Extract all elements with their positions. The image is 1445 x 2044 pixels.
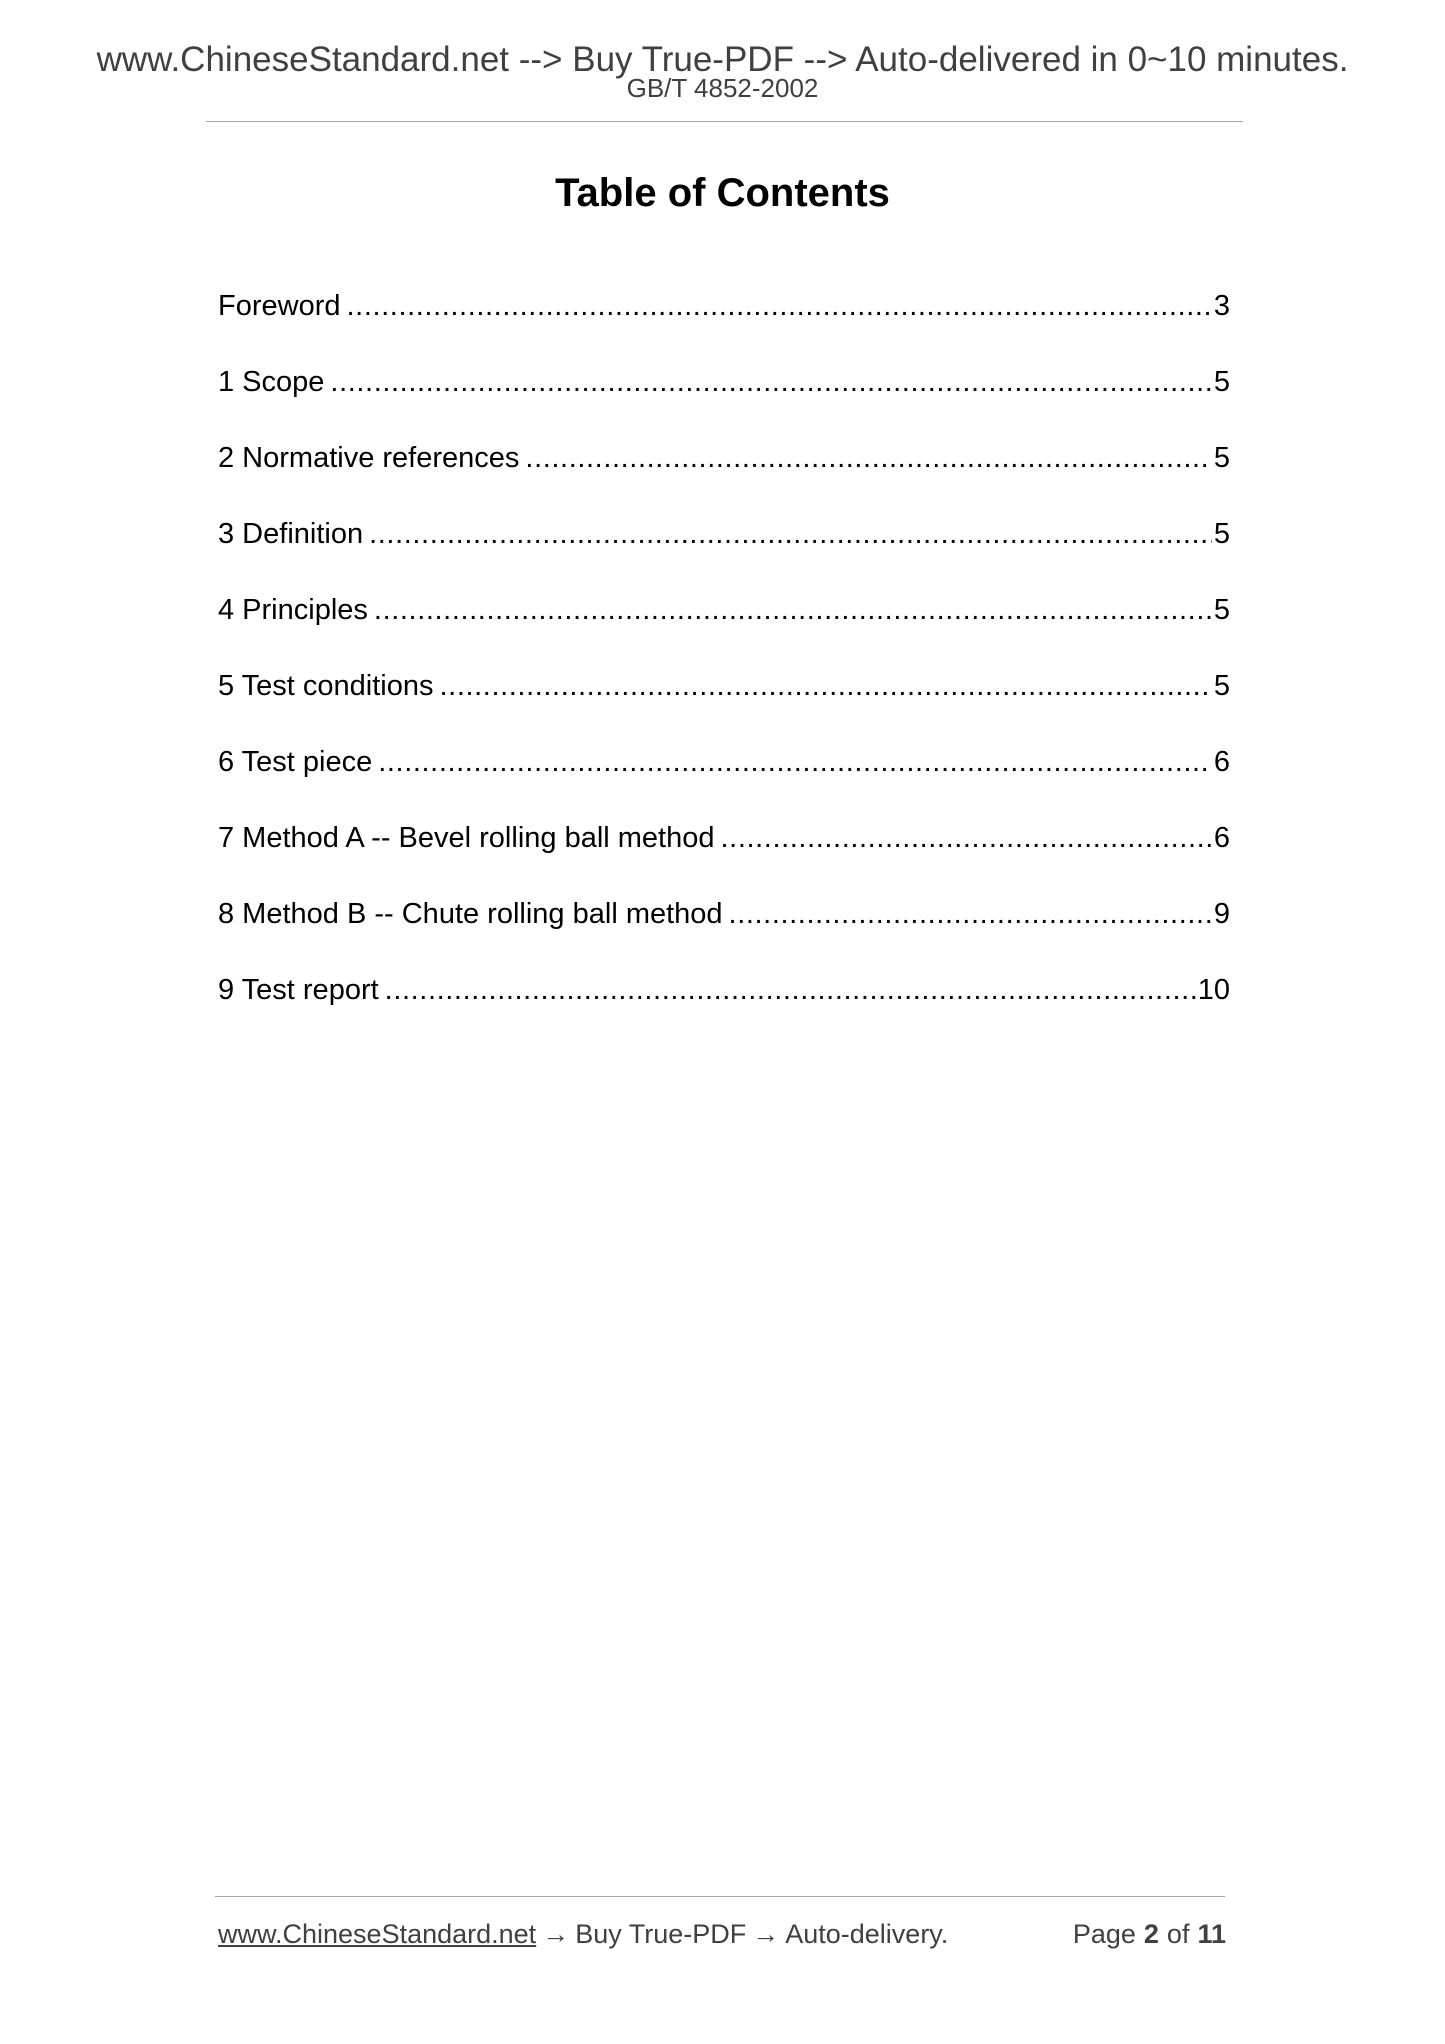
dot-leader: [369, 514, 1212, 554]
dot-leader: [374, 590, 1212, 630]
toc-entry-page: 5: [1213, 518, 1230, 550]
toc-entry-label: 9 Test report: [218, 974, 379, 1006]
toc-entry-label: 4 Principles: [218, 594, 368, 626]
toc-entry-label: 1 Scope: [218, 366, 325, 398]
footer-promo: [218, 1914, 948, 1954]
toc-entry-page: 6: [1213, 822, 1230, 854]
toc-entry-method-a[interactable]: [218, 818, 1230, 894]
toc-entry-test-report[interactable]: [218, 970, 1230, 1046]
toc-entry-foreword[interactable]: [218, 286, 1230, 362]
toc-entry-scope[interactable]: [218, 362, 1230, 438]
toc-entry-page: 5: [1213, 442, 1230, 474]
dot-leader: [729, 894, 1212, 934]
standard-code: GB/T 4852-2002: [626, 73, 819, 103]
toc-entry-page: 5: [1213, 594, 1230, 626]
toc-entry-normative-references[interactable]: [218, 438, 1230, 514]
arrow-right-icon: →: [752, 1919, 780, 1949]
toc-entry-label: 6 Test piece: [218, 746, 373, 778]
toc-title: Table of Contents: [555, 171, 890, 215]
toc-entry-page: 9: [1213, 898, 1230, 930]
dot-leader: [525, 438, 1211, 478]
total-pages-number: 11: [1197, 1919, 1226, 1949]
promo-banner: www.ChineseStandard.net --> Buy True-PDF --> Auto-delivered in 0~10 minutes.: [96, 40, 1349, 79]
arrow-right-icon: →: [542, 1919, 570, 1949]
buy-text: Buy True-PDF: [575, 1919, 747, 1949]
toc-entry-label: Foreword: [218, 290, 341, 322]
toc-entry-method-b[interactable]: [218, 894, 1230, 970]
dot-leader: [721, 818, 1212, 858]
dot-leader: [378, 742, 1212, 782]
toc-list: [218, 286, 1230, 1046]
toc-entry-definition[interactable]: [218, 514, 1230, 590]
footer-divider: [215, 1896, 1225, 1897]
page-footer: [218, 1914, 1228, 1954]
toc-entry-label: 5 Test conditions: [218, 670, 434, 702]
dot-leader: [385, 970, 1196, 1010]
of-word: of: [1166, 1919, 1190, 1949]
toc-entry-label: 3 Definition: [218, 518, 364, 550]
dot-leader: [347, 286, 1212, 326]
delivery-text: Auto-delivery.: [785, 1919, 949, 1949]
toc-entry-label: 8 Method B -- Chute rolling ball method: [218, 898, 723, 930]
toc-entry-label: 7 Method A -- Bevel rolling ball method: [218, 822, 715, 854]
dot-leader: [440, 666, 1212, 706]
toc-entry-page: 5: [1213, 366, 1230, 398]
toc-entry-page: 10: [1197, 974, 1230, 1006]
header-divider: [206, 121, 1243, 122]
toc-entry-test-conditions[interactable]: [218, 666, 1230, 742]
page-word: Page: [1072, 1919, 1136, 1949]
toc-entry-page: 5: [1213, 670, 1230, 702]
toc-entry-page: 6: [1213, 746, 1230, 778]
current-page-number: 2: [1143, 1919, 1159, 1949]
site-link[interactable]: www.ChineseStandard.net: [218, 1919, 537, 1949]
dot-leader: [330, 362, 1211, 402]
page-indicator: [1073, 1914, 1226, 1954]
toc-entry-principles[interactable]: [218, 590, 1230, 666]
toc-entry-page: 3: [1213, 290, 1230, 322]
toc-entry-test-piece[interactable]: [218, 742, 1230, 818]
toc-entry-label: 2 Normative references: [218, 442, 520, 474]
